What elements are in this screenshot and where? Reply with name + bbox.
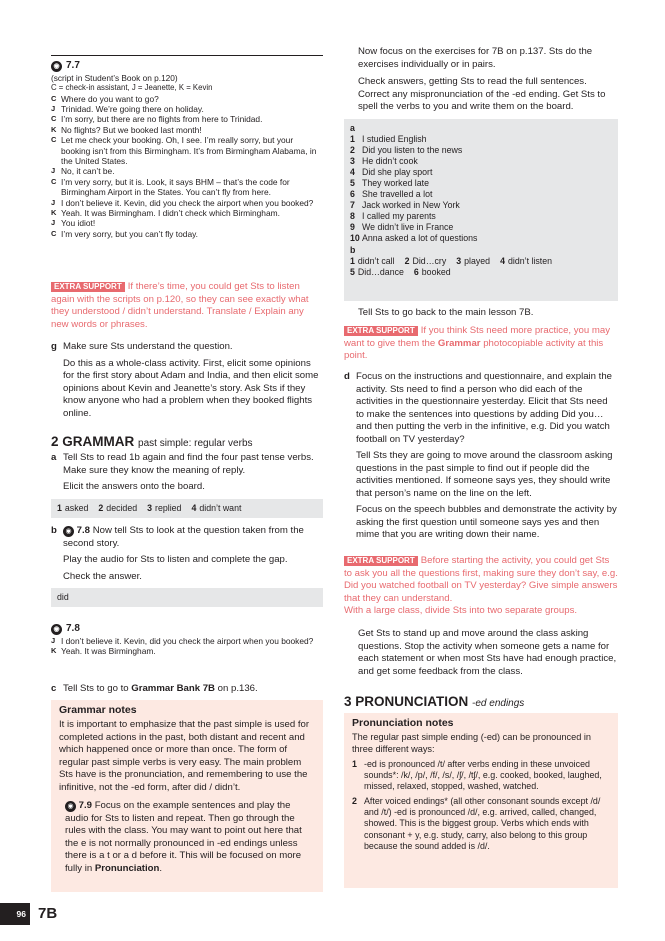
line-text: I’m sorry, but there are no flights from here to Trinidad.: [61, 114, 263, 125]
answer-number: 6: [350, 189, 355, 199]
note-number: 1: [352, 759, 357, 769]
speaker: J: [51, 197, 56, 207]
answer-item: [350, 267, 404, 277]
line-text: Yeah. It was Birmingham. I didn’t check which Birmingham.: [61, 207, 280, 218]
answer-text: didn’t call: [357, 256, 395, 266]
answer-text: asked: [64, 503, 89, 513]
answer-text: didn’t listen: [507, 256, 552, 266]
answers-box: a 1 I studied English 2 Did you listen to the news 3 He didn’t cook 4 Did she play sport 5 They worked late 6 She travelled a lot 7 Jack worked in New York 8 I called my parents 9 We didn’t live in France 10 Anna asked a lot of questions b 1 didn’t call 2 Did…cry 3 played 4 didn’t listen 5 Did…dance 6 booked: [344, 119, 618, 301]
speaker: C: [51, 176, 57, 186]
audio-icon: ◉: [65, 801, 76, 812]
audio-7-7: [51, 60, 323, 239]
answer-item: [405, 256, 447, 266]
answer-text: Did she play sport: [362, 167, 433, 177]
extra-support-text: If there’s time, you could get Sts to listen again with the scripts on p.120, so they can see exactly what they understood / didn’t understand. Translate / Explain any new words or phrases.: [51, 281, 309, 330]
answer-number: 2: [98, 503, 104, 513]
answer-text: played: [464, 256, 491, 266]
answer-number: 9: [350, 222, 355, 232]
line-text: Yeah. It was Birmingham.: [61, 645, 156, 656]
page-footer: [0, 903, 57, 925]
answer-number: 1: [350, 134, 355, 144]
note-number: 2: [352, 796, 357, 807]
answer-text: We didn’t live in France: [362, 222, 454, 232]
audio-icon: ◉: [51, 61, 62, 72]
audio-icon: ◉: [51, 624, 62, 635]
answer-text: He didn’t cook: [362, 156, 418, 166]
intro-text: Now focus on the exercises for 7B on p.137. Sts do the exercises individually or in pairs. Check answers, getting Sts to read the full sentences. Correct any mispronunciation of the -ed ending. Get Sts to spell the verbs to you and write them on the board.: [358, 46, 606, 112]
speaker: J: [51, 635, 56, 645]
line-text: No flights? But we booked last month!: [61, 124, 202, 135]
answer-text: They worked late: [362, 178, 429, 188]
page-number: 96: [0, 903, 30, 925]
answer-number: 2: [350, 145, 355, 155]
grammar-notes-box: Grammar notes It is important to emphasize that the past simple is used for completed actions in the past, both distant and recent and which happened once or more than once. The form of regular past simple verbs is very easy. The main problem Sts have is the pronunciation, and remembering to use the infinitive, not the -ed form, after did / didn’t. ◉ 7.9 Focus on the example sentences and play the audio for Sts to listen and repeat. Then go through the rules with the class. You may want to point out here that the e is not normally pronounced in -ed endings unless there is a t or a d before it. This will be focused on more fully in Pronunciation.: [51, 700, 323, 892]
step-b: b ◉ 7.8 Now tell Sts to look at the question taken from the second story. Play the audio for Sts to listen and complete the gap. Check the answer.: [51, 525, 304, 582]
answer-text: decided: [106, 503, 138, 513]
answer-item: [350, 256, 395, 266]
grammar-notes-title: Grammar notes: [59, 704, 137, 716]
answer-number: 4: [500, 256, 505, 266]
line-text: You idiot!: [61, 218, 96, 229]
answer-item: [191, 503, 241, 513]
speakers-key: C = check-in assistant, J = Jeanette, K = Kevin: [51, 83, 213, 92]
answer-text: didn’t want: [199, 503, 242, 513]
line-text: I don’t believe it. Kevin, did you check the airport when you booked?: [61, 635, 314, 646]
extra-support-3: EXTRA SUPPORT Before starting the activity, you could get Sts to ask you all the questions first, making sure they don’t say, e.g. Did you watched football on TV yesterday? Give simple answers that they can understand. With a large class, divide Sts into two separate groups.: [344, 555, 618, 616]
line-text: I’m very sorry, but you can’t fly today.: [61, 228, 198, 239]
speaker: C: [51, 228, 57, 238]
answer-item: [57, 503, 88, 513]
extra-support-badge: EXTRA SUPPORT: [51, 282, 125, 292]
answer-item: [98, 503, 137, 513]
answer-number: 10: [350, 233, 360, 243]
answer-number: 1: [57, 503, 62, 513]
line-text: Trinidad. We’re going there on holiday.: [61, 103, 204, 114]
answer-number: 3: [350, 156, 355, 166]
answer-item: [456, 256, 490, 266]
answer-text: I called my parents: [362, 211, 436, 221]
dialogue: [51, 94, 323, 240]
answer-number: 3: [147, 503, 153, 513]
answer-item: [500, 256, 552, 266]
speaker: J: [51, 218, 56, 228]
audio-label: 7.7: [66, 60, 80, 71]
step-g: g Make sure Sts understand the question. Do this as a whole-class activity. First, elicit some opinions for the first story about Adam and India, and then elicit some opinions about Kevin and Jeanette’s story. Ask Sts if they know anyone who had a problem when they booked flights online.: [51, 341, 319, 419]
answer-item: [414, 267, 451, 277]
script-note: (script in Student’s Book on p.120): [51, 72, 178, 83]
answer-text: Did you listen to the news: [362, 145, 463, 155]
answer-number: 7: [350, 200, 355, 210]
speaker: K: [51, 207, 57, 217]
line-text: I’m very sorry, but it is. Look, it says BHM – that’s the code for Birmingham Airport in the States. You can’t fly from here.: [61, 176, 290, 198]
answers-a-box: [51, 499, 323, 518]
speaker: K: [51, 124, 57, 134]
line-text: Where do you want to go?: [61, 93, 159, 104]
answer-text: She travelled a lot: [362, 189, 433, 199]
extra-support-1: [51, 281, 323, 331]
line-text: I don’t believe it. Kevin, did you check the airport when you booked?: [61, 197, 314, 208]
answer-number: 1: [350, 256, 355, 266]
audio-icon: ◉: [63, 526, 74, 537]
speaker: J: [51, 166, 56, 176]
line-text: Let me check your booking. Oh, I see. I’m really sorry, but your booking isn’t from this Birmingham. It’s from Birmingham Alabama, in the United States.: [61, 135, 317, 166]
pronunciation-notes-box: Pronunciation notes The regular past simple ending (-ed) can be pronounced in three different ways: 1 -ed is pronounced /t/ after verbs ending in these unvoiced sounds*: /k/, /p/, /f/, /s/, /ʃ/, /tʃ/, e.g. cooked, booked, laughed, missed, relaxed, stopped, washed, watched. 2 After voiced endings* (all other consonant sounds except /d/ and /t/) -ed is pronounced /d/, e.g. arrived, called, changed, showed. This is the biggest group. Verbs which ends with consonant + y, e.g. study, carry, also belong to this group because the sound added is /d/.: [344, 713, 618, 888]
answer-number: 4: [191, 503, 197, 513]
lesson-label: 7B: [38, 904, 58, 922]
grammar-heading: 2 GRAMMAR past simple: regular verbs: [51, 434, 253, 449]
answer-text: replied: [155, 503, 182, 513]
back-to-lesson: Tell Sts to go back to the main lesson 7B.: [358, 307, 534, 318]
speaker: C: [51, 135, 57, 145]
answer-text: Jack worked in New York: [362, 200, 460, 210]
top-rule: [51, 55, 323, 56]
audio-7-8: ◉ 7.8 J I don’t believe it. Kevin, did you check the airport when you booked? K Yeah. It was Birmingham.: [51, 623, 323, 656]
note-text: -ed is pronounced /t/ after verbs ending in these unvoiced sounds*: /k/, /p/, /f/, /s/, /ʃ/, /tʃ/, e.g. cooked, booked, laughed, missed, relaxed, stopped, washed, watched.: [364, 759, 602, 792]
pronunciation-heading: 3 PRONUNCIATION -ed endings: [344, 694, 525, 709]
answer-text: Anna asked a lot of questions: [362, 233, 478, 243]
answer-text: I studied English: [362, 134, 427, 144]
line-text: No, it can’t be.: [61, 166, 115, 177]
answer-text: Did…cry: [412, 256, 447, 266]
step-d: d Focus on the instructions and questionnaire, and explain the activity. Sts need to find a person who did each of the activities in the questionnaire yesterday. Elicit that Sts need to make the sentences into questions by adding Did you… and then putting the verb in the infinitive, e.g. Did you watch football on TV yesterday? Tell Sts they are going to move around the classroom asking questions in the past simple to find out if people did the activities mentioned. If someone says yes, they should write that person’s name on the line on the left. Focus on the speech bubbles and demonstrate the activity by asking the first question until someone says yes and then mime that you are writing down their name.: [344, 371, 617, 540]
answer-text: booked: [421, 267, 451, 277]
answer-number: 5: [350, 178, 355, 188]
answer-item: [147, 503, 181, 513]
extra-support-2: EXTRA SUPPORT If you think Sts need more practice, you may want to give them the Grammar photocopiable activity at this point.: [344, 325, 611, 361]
note-text: After voiced endings* (all other consonant sounds except /d/ and /t/) -ed is pronounced /d/, e.g. arrived, called, changed, showed. This is the biggest group. Verbs which ends with consonant + y, e.g. study, carry, also belong to this group because the sound added is /d/.: [364, 796, 601, 851]
step-a: a Tell Sts to read 1b again and find the four past tense verbs. Make sure they know the meaning of reply. Elicit the answers onto the board.: [51, 452, 314, 492]
answer-number: 5: [350, 267, 355, 277]
answer-number: 6: [413, 267, 419, 277]
answer-number: 2: [404, 256, 410, 266]
speaker: C: [51, 114, 57, 124]
answer-number: 3: [456, 256, 462, 266]
dialogue: [51, 636, 323, 657]
speaker: K: [51, 645, 57, 655]
answer-b-box: did: [51, 588, 323, 607]
speaker: J: [51, 103, 56, 113]
answer-number: 8: [350, 211, 355, 221]
answer-text: Did…dance: [357, 267, 404, 277]
speaker: C: [51, 93, 57, 103]
step-c: c Tell Sts to go to Grammar Bank 7B on p.136.: [51, 683, 258, 694]
answer-number: 4: [350, 167, 355, 177]
activity-text: Get Sts to stand up and move around the class asking questions. Stop the activity when someone gets a name for each statement or when most Sts have had enough practice, and get some feedback from the class.: [358, 628, 617, 677]
